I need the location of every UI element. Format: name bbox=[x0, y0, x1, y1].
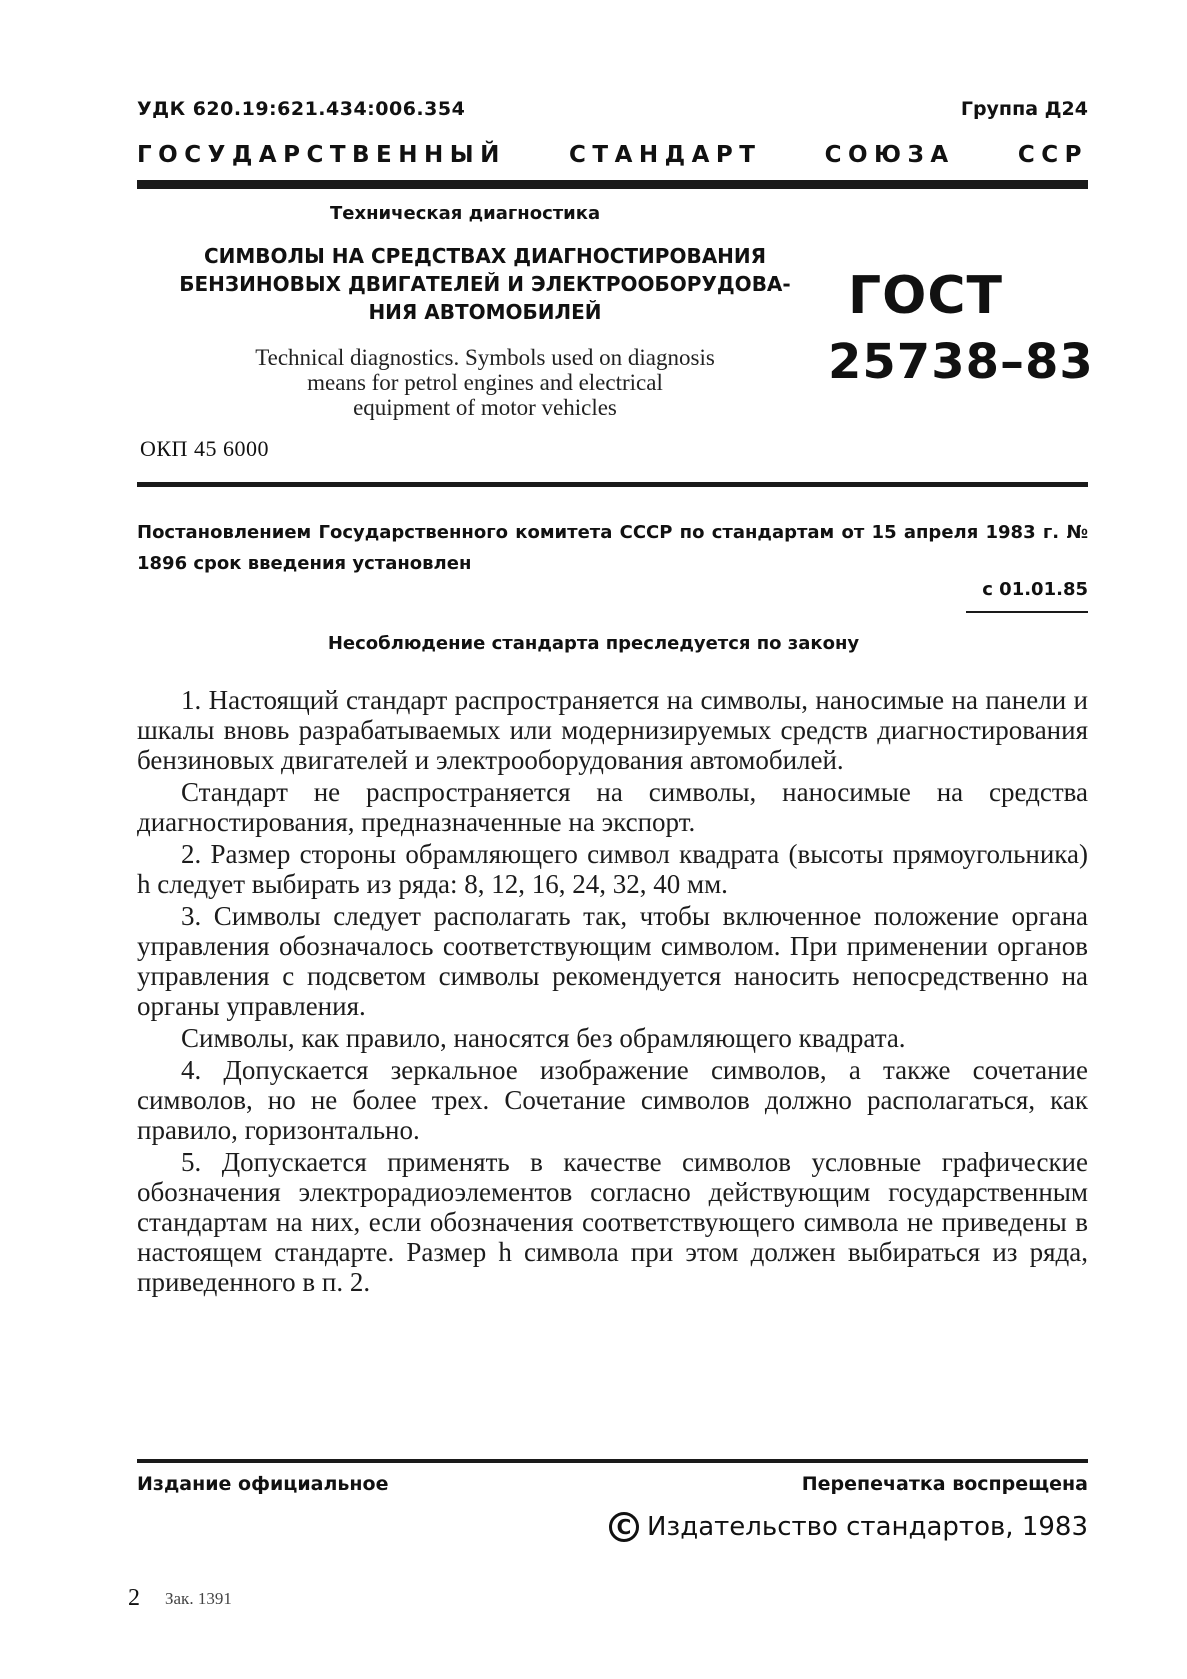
effective-date: с 01.01.85 bbox=[982, 579, 1088, 600]
body-paragraph: 4. Допускается зеркальное изображение символов, а также сочетание символов, но не более трех. Сочетание символов должно располагаться, как правило, горизонтально. bbox=[137, 1055, 1088, 1145]
title-russian bbox=[160, 242, 810, 326]
title-en-line: Technical diagnostics. Symbols used on diagnosis bbox=[255, 345, 715, 370]
body-paragraph: Символы, как правило, наносятся без обрамляющего квадрата. bbox=[181, 1023, 906, 1053]
title-en-line: equipment of motor vehicles bbox=[353, 395, 617, 420]
body-paragraph: 1. Настоящий стандарт распространяется на символы, наносимые на панели и шкалы вновь разрабатываемых или модернизируемых средств диагностирования бензиновых двигателей и электрооборудования автомобилей. bbox=[137, 685, 1088, 775]
title-line: СИМВОЛЫ НА СРЕДСТВАХ ДИАГНОСТИРОВАНИЯ bbox=[203, 244, 767, 268]
reprint-notice: Перепечатка воспрещена bbox=[801, 1473, 1088, 1495]
banner-word: СТАНДАРТ bbox=[569, 142, 762, 168]
title-line: БЕНЗИНОВЫХ ДВИГАТЕЛЕЙ И ЭЛЕКТРООБОРУДОВА- bbox=[179, 272, 791, 296]
gost-number: 25738–83 bbox=[828, 334, 1094, 390]
date-underline bbox=[966, 611, 1088, 613]
title-line: НИЯ АВТОМОБИЛЕЙ bbox=[368, 300, 602, 324]
body-paragraph: Стандарт не распространяется на символы, наносимые на средства диагностирования, предназначенные на экспорт. bbox=[137, 777, 1088, 837]
compliance-notice: Несоблюдение стандарта преследуется по закону bbox=[327, 633, 860, 654]
footer-rule bbox=[137, 1459, 1088, 1463]
standard-body bbox=[137, 685, 1088, 1297]
banner-word: СОЮЗА bbox=[824, 142, 955, 168]
udk-code: УДК 620.19:621.434:006.354 bbox=[137, 98, 466, 120]
copyright-icon: C bbox=[609, 1512, 639, 1542]
banner-word: ГОСУДАРСТВЕННЫЙ bbox=[137, 142, 506, 168]
page-number: 2 bbox=[128, 1585, 140, 1611]
body-paragraph: 2. Размер стороны обрамляющего символ квадрата (высоты прямоугольника) h следует выбирать из ряда: 8, 12, 16, 24, 32, 40 мм. bbox=[137, 839, 1088, 899]
publisher-name: Издательство стандартов, 1983 bbox=[646, 1512, 1088, 1542]
subject-heading: Техническая диагностика bbox=[330, 203, 601, 224]
body-paragraph: 3. Символы следует располагать так, чтобы включенное положение органа управления обозначалось соответствующим символом. При применении органов управления с подсветом символы рекомендуется наносить непосредственно на органы управления. bbox=[137, 901, 1088, 1021]
body-paragraph: 5. Допускается применять в качестве символов условные графические обозначения электрорадиоэлементов согласно действующим государственным стандартам на них, если обозначения соответствующего символа не приведены в настоящем стандарте. Размер h символа при этом должен выбираться из ряда, приведенного в п. 2. bbox=[137, 1147, 1088, 1297]
edition-label: Издание официальное bbox=[137, 1473, 389, 1495]
title-english bbox=[160, 345, 810, 420]
header-rule bbox=[137, 180, 1088, 189]
order-number: Зак. 1391 bbox=[165, 1589, 232, 1608]
title-rule bbox=[137, 482, 1088, 487]
publisher-line bbox=[609, 1512, 1088, 1542]
title-en-line: means for petrol engines and electrical bbox=[307, 370, 663, 395]
gost-label: ГОСТ bbox=[848, 266, 1003, 326]
group-code: Группа Д24 bbox=[960, 98, 1088, 120]
banner-word: ССР bbox=[1017, 142, 1088, 168]
state-standard-banner bbox=[137, 142, 1088, 168]
okp-code: ОКП 45 6000 bbox=[140, 436, 269, 461]
decree-text: Постановлением Государственного комитета СССР по стандартам от 15 апреля 1983 г. № 1896 срок введения установлен bbox=[137, 522, 1088, 574]
